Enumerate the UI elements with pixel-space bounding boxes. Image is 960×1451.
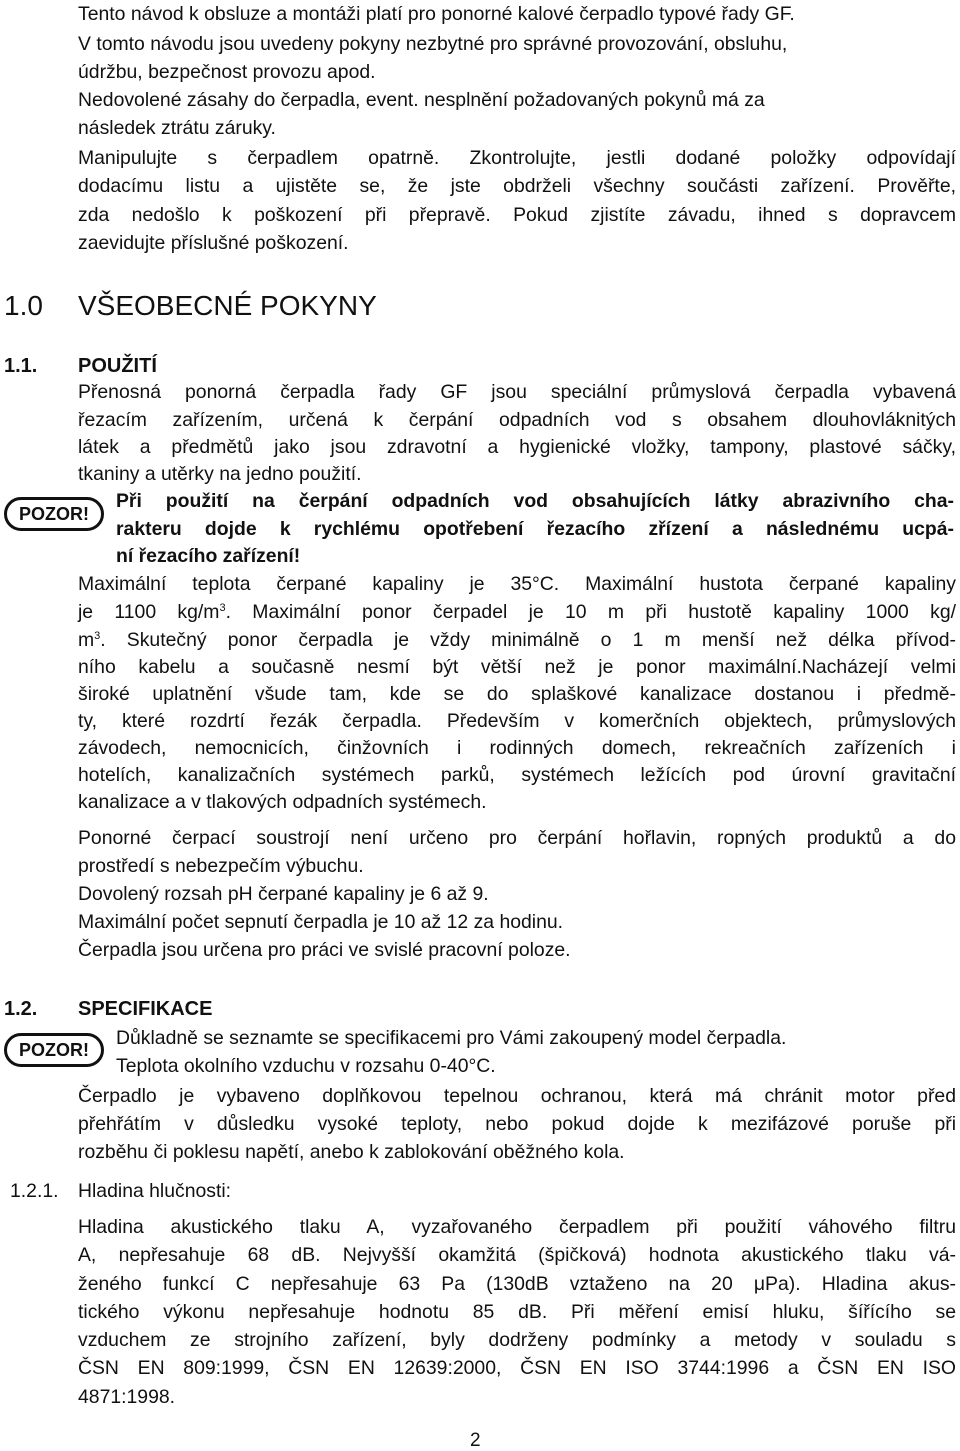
paragraph-line: ČSN EN 809:1999, ČSN EN 12639:2000, ČSN EN ISO 3744:1996 a ČSN EN ISO: [78, 1357, 956, 1379]
paragraph-line: tického výkonu nepřesahuje hodnotu 85 dB. Při měření emisí hluku, šířícího se: [78, 1301, 956, 1323]
paragraph-line: kanalizace a v tlakových odpadních systémech.: [78, 791, 487, 813]
paragraph-line: ního kabelu a současně nesmí být větší než je ponor maximální.Nacházejí velmi: [78, 656, 956, 678]
subsection-title: SPECIFIKACE: [78, 998, 213, 1020]
paragraph-line: tkaniny a utěrky na jedno použití.: [78, 463, 362, 485]
subsection-title: Hladina hlučnosti:: [78, 1180, 232, 1202]
paragraph-line: přehřátím v důsledku vysoké teploty, nebo pokud dojde k mezifázové poruše při: [78, 1113, 956, 1135]
section-number: 1.0: [4, 290, 43, 321]
paragraph-line: látek a předmětů jako jsou zdravotní a hygienické vložky, tampony, plastové sáčky,: [78, 436, 956, 458]
intro-line: Nedovolené zásahy do čerpadla, event. nesplnění požadovaných pokynů má za: [78, 89, 765, 111]
paragraph-line: ženého funkcí C nepřesahuje 63 Pa (130dB vztaženo na 20 μPa). Hladina akus-: [78, 1273, 956, 1295]
paragraph-line: Přenosná ponorná čerpadla řady GF jsou speciální průmyslová čerpadla vybavená: [78, 381, 956, 403]
intro-line: Manipulujte s čerpadlem opatrně. Zkontrolujte, jestli dodané položky odpovídají: [78, 147, 956, 169]
subsection-number: 1.2.: [4, 998, 38, 1020]
paragraph-line: 4871:1998.: [78, 1386, 176, 1408]
note-line: Důkladně se seznamte se specifikacemi pro Vámi zakoupený model čerpadla.: [116, 1027, 787, 1049]
paragraph-line: hotelích, kanalizačních systémech parků, systémech ležících pod úrovní gravitační: [78, 764, 956, 786]
pozor-warning-badge: POZOR!: [4, 1033, 104, 1067]
paragraph-line: závodech, nemocnicích, činžovních i rodinných domech, rekreačních zařízeních i: [78, 737, 956, 759]
intro-line: následek ztrátu záruky.: [78, 117, 276, 139]
warning-line: rakteru dojde k rychlému opotřebení řezacího zřízení a následnému ucpá-: [116, 518, 954, 540]
subsection-number: 1.1.: [4, 355, 38, 377]
warning-line: ní řezacího zařízení!: [116, 545, 301, 567]
intro-line: V tomto návodu jsou uvedeny pokyny nezbytné pro správné provozování, obsluhu,: [78, 33, 788, 55]
paragraph-line: řezacím zařízením, určená k čerpání odpadních vod s obsahem dlouhovláknitých: [78, 409, 956, 431]
paragraph-line: Čerpadla jsou určena pro práci ve svislé pracovní poloze.: [78, 939, 571, 961]
paragraph-line: vzduchem ze strojního zařízení, byly dodrženy podmínky a metody v souladu s: [78, 1329, 956, 1351]
paragraph-line: široké uplatnění všude tam, kde se do splaškové kanalizace dostanou i předmě-: [78, 683, 956, 705]
section-title: VŠEOBECNÉ POKYNY: [78, 290, 377, 321]
paragraph-line: Maximální teplota čerpané kapaliny je 35°C. Maximální hustota čerpané kapaliny: [78, 573, 956, 595]
paragraph-line: Hladina akustického tlaku A, vyzařovaného čerpadlem při použití váhového filtru: [78, 1216, 956, 1238]
intro-line: údržbu, bezpečnost provozu apod.: [78, 61, 376, 83]
paragraph-line: Maximální počet sepnutí čerpadla je 10 až 12 za hodinu.: [78, 911, 564, 933]
warning-line: Při použití na čerpání odpadních vod obsahujících látky abrazivního cha-: [116, 490, 954, 512]
paragraph-line: Čerpadlo je vybaveno doplňkovou tepelnou ochranou, která má chránit motor před: [78, 1085, 956, 1107]
paragraph-line: $m^3$. Skutečný ponor čerpadla je vždy minimálně o 1 m menší než délka přívod-: [78, 629, 956, 651]
intro-line: zda nedošlo k poškození při přepravě. Pokud zjistíte závadu, ihned s dopravcem: [78, 204, 956, 226]
subsection-title: POUŽITÍ: [78, 355, 157, 377]
paragraph-line: ty, které rozdrtí řezák čerpadla. Především v komerčních objektech, průmyslových: [78, 710, 956, 732]
paragraph-line: je 1100 $kg/m^3$. Maximální ponor čerpadel je 10 m při hustotě kapaliny 1000 kg/: [78, 601, 956, 623]
paragraph-line: prostředí s nebezpečím výbuchu.: [78, 855, 364, 877]
paragraph-line: A, nepřesahuje 68 dB. Nejvyšší okamžitá (špičková) hodnota akustického tlaku vá-: [78, 1244, 956, 1266]
intro-line: dodacímu listu a ujistěte se, že jste obdrželi všechny součásti zařízení. Prověřte,: [78, 175, 956, 197]
paragraph-line: Dovolený rozsah pH čerpané kapaliny je 6 až 9.: [78, 883, 489, 905]
page-number: 2: [470, 1430, 481, 1451]
intro-line: zaevidujte příslušné poškození.: [78, 232, 349, 254]
pozor-warning-badge: POZOR!: [4, 497, 104, 531]
intro-line: Tento návod k obsluze a montáži platí pro ponorné kalové čerpadlo typové řady GF.: [78, 3, 795, 25]
paragraph-line: Ponorné čerpací soustrojí není určeno pro čerpání hořlavin, ropných produktů a do: [78, 827, 956, 849]
note-line: Teplota okolního vzduchu v rozsahu 0-40°C.: [116, 1055, 496, 1077]
paragraph-line: rozběhu či poklesu napětí, anebo k zablokování oběžného kola.: [78, 1141, 625, 1163]
subsection-number: 1.2.1.: [10, 1180, 59, 1202]
